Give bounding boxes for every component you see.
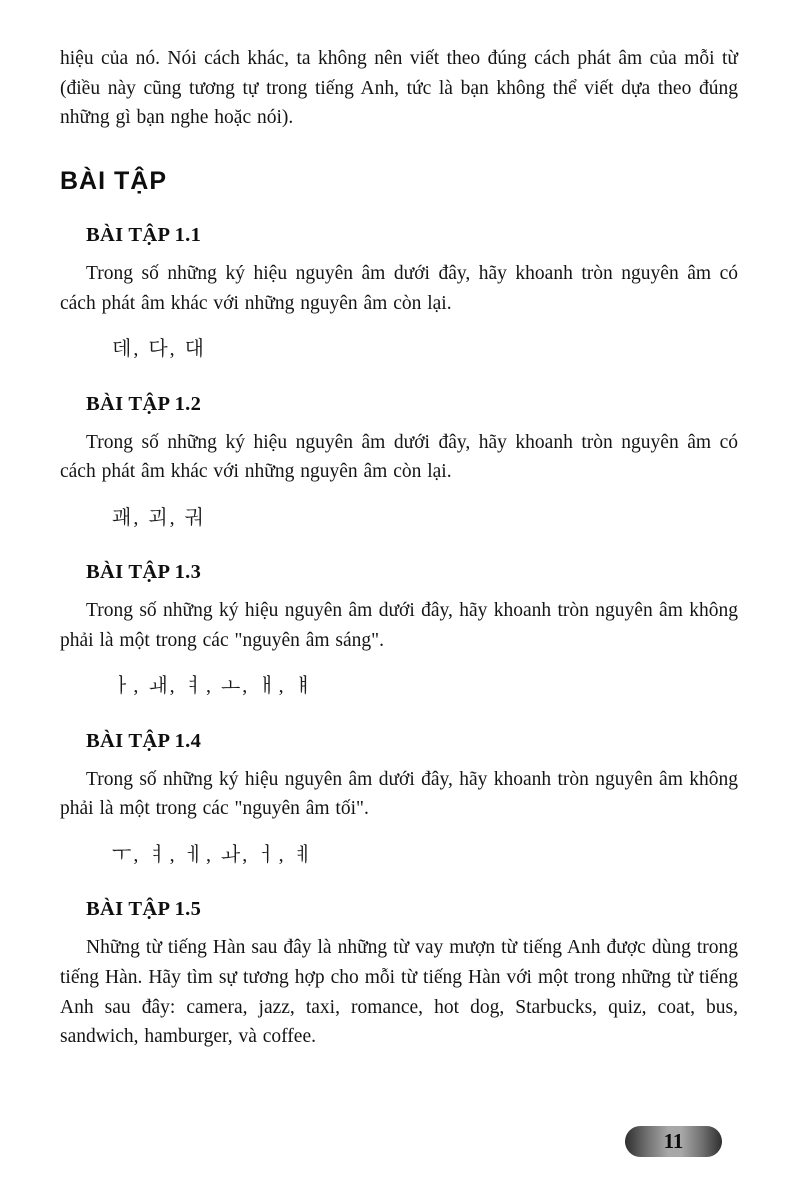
page-number-badge xyxy=(625,1126,722,1157)
exercise-title: BÀI TẬP 1.3 xyxy=(86,561,202,584)
exercise-title: BÀI TẬP 1.4 xyxy=(86,729,202,752)
exercise-1-3 xyxy=(60,561,738,702)
korean-characters: 데, 다, 대 xyxy=(112,338,206,361)
exercise-body: Trong số những ký hiệu nguyên âm dưới đây, hãy khoanh tròn nguyên âm không phải là một trong các "nguyên âm tối". xyxy=(60,768,738,820)
korean-characters: ㅏ, ㅙ, ㅕ, ㅗ, ㅐ, ㅒ xyxy=(112,675,315,698)
exercise-body: Trong số những ký hiệu nguyên âm dưới đây, hãy khoanh tròn nguyên âm có cách phát âm khác với những nguyên âm còn lại. xyxy=(60,431,738,483)
intro-paragraph: hiệu của nó. Nói cách khác, ta không nên viết theo đúng cách phát âm của mỗi từ (điều này cũng tương tự trong tiếng Anh, tức là bạn không thể viết dựa theo đúng những gì bạn nghe hoặc nói). xyxy=(60,48,738,129)
exercise-body: Trong số những ký hiệu nguyên âm dưới đây, hãy khoanh tròn nguyên âm không phải là một trong các "nguyên âm sáng". xyxy=(60,600,738,651)
korean-characters: ㅜ, ㅕ, ㅔ, ㅘ, ㅓ, ㅖ xyxy=(112,844,315,867)
exercise-1-1 xyxy=(60,224,738,365)
exercise-1-4 xyxy=(60,730,738,871)
exercise-title: BÀI TẬP 1.5 xyxy=(86,898,202,921)
exercise-title: BÀI TẬP 1.2 xyxy=(86,392,202,415)
page-number: 11 xyxy=(663,1129,684,1153)
exercise-1-5 xyxy=(60,898,738,1052)
exercise-body: Những từ tiếng Hàn sau đây là những từ vay mượn từ tiếng Anh được dùng trong tiếng Hàn. Hãy tìm sự tương hợp cho mỗi từ tiếng Hàn với một trong những từ tiếng Anh sau đây: camera, jazz, taxi, romance, hot dog, Starbucks, quiz, coat, bus, sandwich, hamburger, và coffee. xyxy=(60,937,738,1048)
exercise-1-2 xyxy=(60,393,738,534)
korean-characters: 괘, 괴, 궈 xyxy=(112,506,206,529)
section-heading: BÀI TẬP xyxy=(60,166,167,195)
exercise-body: Trong số những ký hiệu nguyên âm dưới đây, hãy khoanh tròn nguyên âm có cách phát âm khác với những nguyên âm còn lại. xyxy=(60,262,738,314)
exercise-title: BÀI TẬP 1.1 xyxy=(86,223,202,246)
